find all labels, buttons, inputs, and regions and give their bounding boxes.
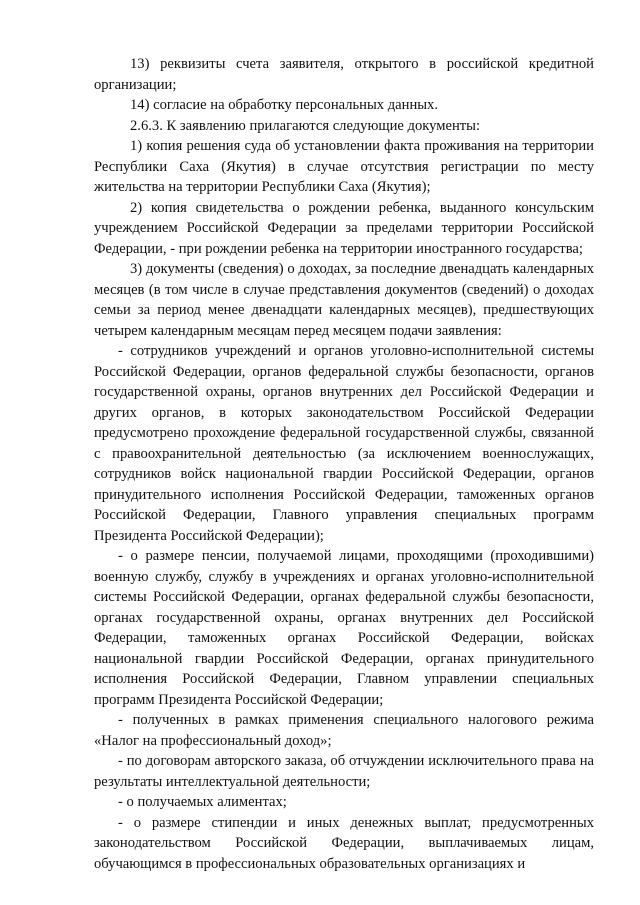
bullet-author-contracts: - по договорам авторского заказа, об отчуждении исключительного права на результаты интеллектуальной деятельности;	[94, 753, 594, 790]
document-page	[94, 54, 594, 874]
paragraph-doc-3: 3) документы (сведения) о доходах, за последние двенадцать календарных месяцев (в том числе в случае представления документов (сведений) о доходах семьи за период менее двенадцати календарных месяцев), предшествующих четырем календарным месяцам перед месяцем подачи заявления:	[94, 261, 594, 339]
bullet-employees: - сотрудников учреждений и органов уголовно-исполнительной системы Российской Федерации, органов федеральной службы безопасности, органов государственной охраны, органов внутренних дел Российской Федерации и других органов, в которых законодательством Российской Федерации предусмотрено прохождение федеральной государственной службы, связанной с правоохранительной деятельностью (за исключением военнослужащих, сотрудников войск национальной гвардии Российской Федерации, органов принудительного исполнения Российской Федерации, таможенных органов Российской Федерации, Главного управления специальных программ Президента Российской Федерации);	[94, 343, 594, 544]
paragraph-item-13: 13) реквизиты счета заявителя, открытого в российской кредитной организации;	[94, 56, 594, 93]
bullet-pension: - о размере пенсии, получаемой лицами, проходящими (проходившими) военную службу, службу в учреждениях и органах уголовно-исполнительной системы Российской Федерации, органах федеральной службы безопасности, органах государственной охраны, органах внутренних дел Российской Федерации, таможенных органах Российской Федерации, войсках национальной гвардии Российской Федерации, органах принудительного исполнения Российской Федерации, Главном управлении специальных программ Президента Российской Федерации;	[94, 548, 594, 708]
paragraph-item-14: 14) согласие на обработку персональных данных.	[130, 97, 439, 113]
bullet-scholarship: - о размере стипендии и иных денежных выплат, предусмотренных законодательством Российской Федерации, выплачиваемых лицам, обучающимся в профессиональных образовательных организациях и	[94, 814, 594, 872]
bullet-alimony: - о получаемых алиментах;	[118, 794, 287, 810]
paragraph-doc-2: 2) копия свидетельства о рождении ребенка, выданного консульским учреждением Российской Федерации за пределами территории Российской Федерации, - при рождении ребенка на территории иностранного государства;	[94, 199, 594, 257]
paragraph-section-2-6-3: 2.6.3. К заявлению прилагаются следующие документы:	[130, 117, 481, 134]
bullet-professional-income-tax: - полученных в рамках применения специального налогового режима «Налог на профессиональный доход»;	[94, 712, 594, 749]
paragraph-doc-1: 1) копия решения суда об установлении факта проживания на территории Республики Саха (Якутия) в случае отсутствия регистрации по месту жительства на территории Республики Саха (Якутия);	[94, 138, 594, 195]
